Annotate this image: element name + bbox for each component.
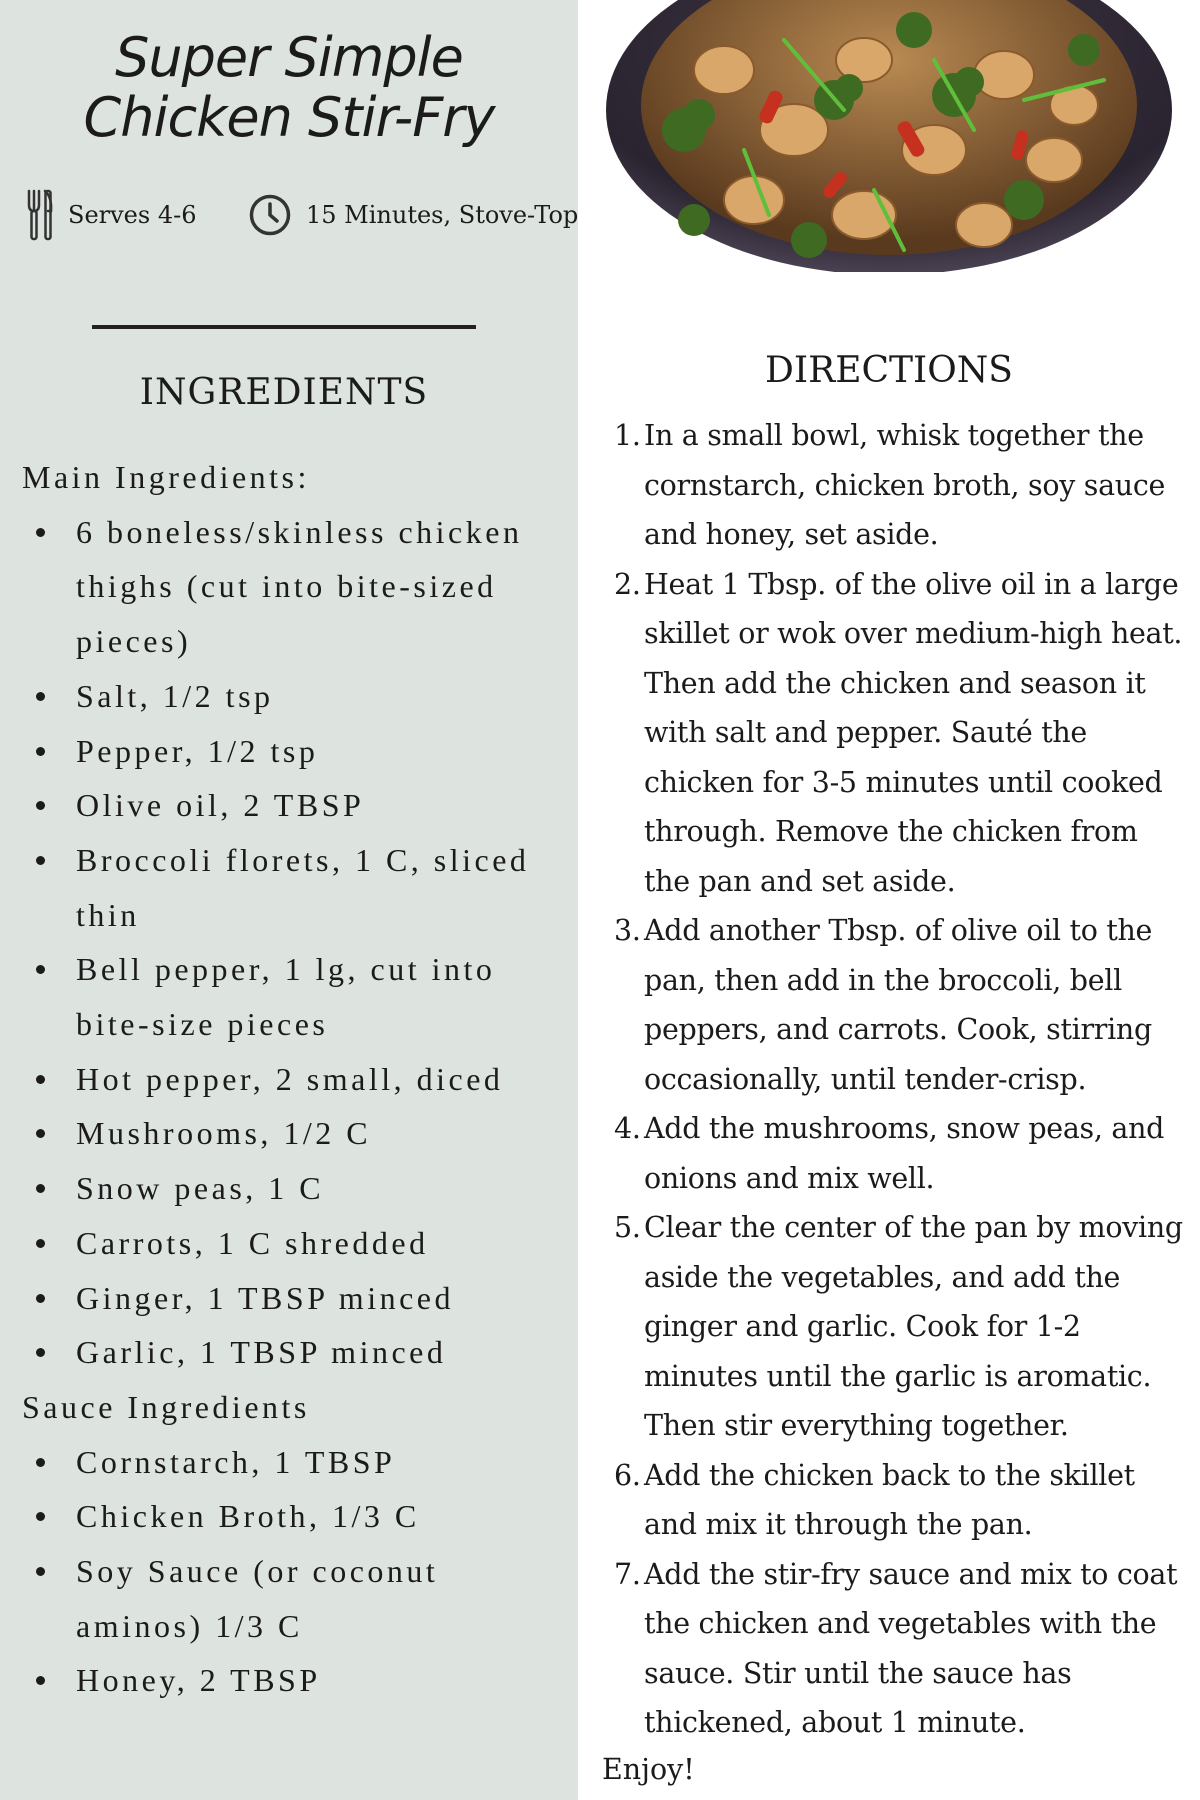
step-number: 6.: [614, 1458, 641, 1492]
stir-fry-photo: [604, 0, 1174, 272]
step-number: 5.: [614, 1211, 641, 1244]
list-item: [610, 1550, 1185, 1748]
title-line-2: Chicken Stir-Fry: [83, 86, 495, 149]
list-item: Broccoli florets, 1 C, sliced thin: [22, 833, 570, 942]
fork-knife-icon: [26, 187, 54, 243]
list-item: Soy Sauce (or coconut aminos) 1/3 C: [22, 1544, 570, 1653]
sauce-ingredients: [22, 1435, 570, 1709]
list-item: [610, 560, 1185, 907]
list-item: [610, 1104, 1185, 1203]
step-number: 1.: [614, 419, 641, 452]
ingredients-panel: [0, 0, 578, 1800]
list-item: Bell pepper, 1 lg, cut into bite-size pieces: [22, 942, 570, 1051]
list-item: Hot pepper, 2 small, diced: [22, 1052, 570, 1107]
list-item: Pepper, 1/2 tsp: [22, 724, 570, 779]
list-item: [610, 906, 1185, 1104]
directions-heading: DIRECTIONS: [765, 350, 1013, 391]
ingredients-heading: INGREDIENTS: [139, 372, 429, 413]
step-number: 7.: [614, 1557, 641, 1591]
clock-icon: [248, 193, 292, 237]
directions-list: [610, 411, 1185, 1748]
serves-info: [26, 184, 196, 246]
list-item: Salt, 1/2 tsp: [22, 669, 570, 724]
step-text: Add the mushrooms, snow peas, and onions and mix well.: [644, 1112, 1165, 1195]
recipe-title: [0, 28, 578, 148]
sauce-ingredients-label: Sauce Ingredients: [22, 1388, 310, 1425]
step-text: Add the chicken back to the skillet and mix it through the pan.: [644, 1458, 1135, 1541]
ingredients-list: [22, 450, 570, 1708]
step-text: Add another Tbsp. of olive oil to the pan, then add in the broccoli, bell peppers, and carrots. Cook, stirring occasionally, until tender-crisp.: [644, 914, 1153, 1096]
step-text: In a small bowl, whisk together the cornstarch, chicken broth, soy sauce and honey, set aside.: [644, 419, 1166, 551]
list-item: Snow peas, 1 C: [22, 1161, 570, 1216]
step-number: 4.: [614, 1112, 641, 1145]
step-text: Add the stir-fry sauce and mix to coat the chicken and vegetables with the sauce. Stir until the sauce has thickened, about 1 minute.: [644, 1557, 1178, 1739]
time-text: 15 Minutes, Stove-Top: [306, 201, 579, 229]
list-item: [610, 1451, 1185, 1550]
title-line-1: Super Simple: [115, 26, 463, 89]
list-item: Cornstarch, 1 TBSP: [22, 1435, 570, 1490]
list-item: Garlic, 1 TBSP minced: [22, 1325, 570, 1380]
list-item: Mushrooms, 1/2 C: [22, 1106, 570, 1161]
list-item: Ginger, 1 TBSP minced: [22, 1271, 570, 1326]
step-text: Clear the center of the pan by moving aside the vegetables, and add the ginger and garlic. Cook for 1-2 minutes until the garlic is aromatic. Then stir everything together.: [644, 1211, 1183, 1442]
list-item: 6 boneless/skinless chicken thighs (cut into bite-sized pieces): [22, 505, 570, 669]
list-item: Carrots, 1 C shredded: [22, 1216, 570, 1271]
list-item: Chicken Broth, 1/3 C: [22, 1489, 570, 1544]
closing-text: Enjoy!: [602, 1753, 695, 1786]
serves-text: Serves 4-6: [68, 201, 197, 229]
divider: [92, 325, 476, 329]
step-number: 2.: [614, 567, 641, 601]
main-ingredients: [22, 505, 570, 1380]
list-item: Honey, 2 TBSP: [22, 1653, 570, 1708]
time-info: [248, 184, 578, 246]
main-ingredients-label: Main Ingredients:: [22, 459, 310, 495]
directions-steps: [610, 411, 1185, 1748]
step-number: 3.: [614, 914, 641, 947]
step-text: Heat 1 Tbsp. of the olive oil in a large skillet or wok over medium-high heat. Then add the chicken and season it with salt and pepper. Sauté the chicken for 3-5 minutes until cooked through. Remove the chicken from the pan and set aside.: [644, 567, 1183, 898]
list-item: [610, 1203, 1185, 1451]
list-item: Olive oil, 2 TBSP: [22, 778, 570, 833]
list-item: [610, 411, 1185, 560]
